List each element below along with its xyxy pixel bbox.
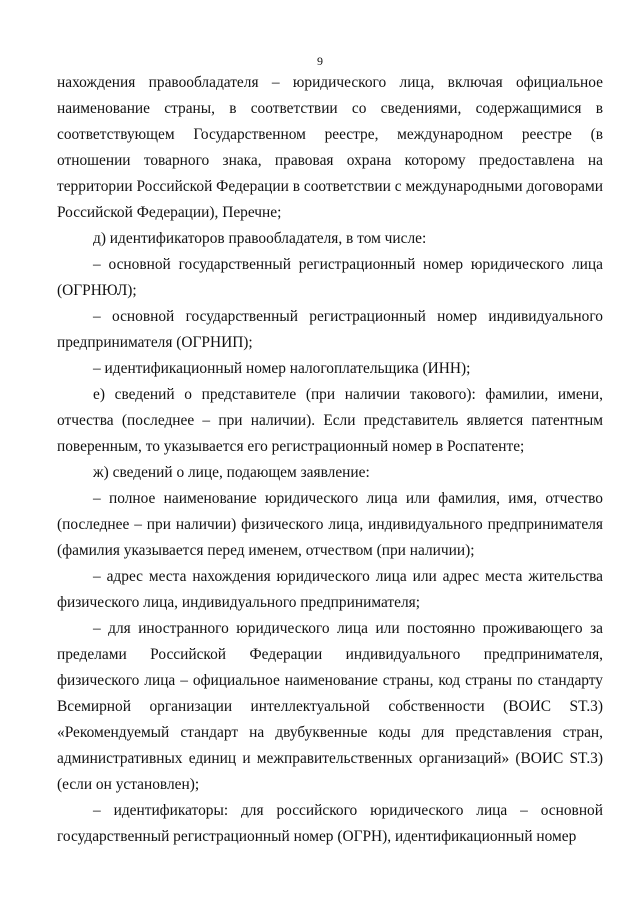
paragraph-3: – основной государственный регистрационный номер юридического лица (ОГРНЮЛ); [57,256,603,299]
paragraph-6: е) сведений о представителе (при наличии такового): фамилии, имени, отчества (последнее – при наличии). Если представитель является патентным поверенным, то указывается его регистрационный номер в Роспатенте; [57,386,603,455]
paragraph-9: – адрес места нахождения юридического лица или адрес места жительства физического лица, индивидуального предпринимателя; [57,568,603,611]
paragraph-10: – для иностранного юридического лица или постоянно проживающего за пределами Российской Федерации индивидуального предпринимателя, физического лица – официальное наименование страны, код страны по стандарту Всемирной организации интеллектуальной собственности (ВОИС ST.3) «Рекомендуемый стандарт на двубуквенные коды для представления стран, административных единиц и межправительственных организаций» (ВОИС ST.3) (если он установлен); [57,620,603,793]
paragraph-5: – идентификационный номер налогоплательщика (ИНН); [93,360,471,377]
paragraph-8: – полное наименование юридического лица или фамилия, имя, отчество (последнее – при наличии) физического лица, индивидуального предпринимателя (фамилия указывается перед именем, отчеством (при наличии); [57,490,603,559]
document-body [57,70,603,850]
paragraph-11: – идентификаторы: для российского юридического лица – основной государственный регистрационный номер (ОГРН), идентификационный номер [57,802,603,845]
paragraph-2: д) идентификаторов правообладателя, в том числе: [93,230,427,247]
paragraph-4: – основной государственный регистрационный номер индивидуального предпринимателя (ОГРНИП); [57,308,603,351]
paragraph-1: нахождения правообладателя – юридического лица, включая официальное наименование страны, в соответствии со сведениями, содержащимися в соответствующем Государственном реестре, международном реестре (в отношении товарного знака, правовая охрана которому предоставлена на территории Российской Федерации в соответствии с международными договорами Российской Федерации), Перечне; [57,74,603,221]
page-number: 9 [317,54,323,68]
paragraph-7: ж) сведений о лице, подающем заявление: [93,464,370,481]
